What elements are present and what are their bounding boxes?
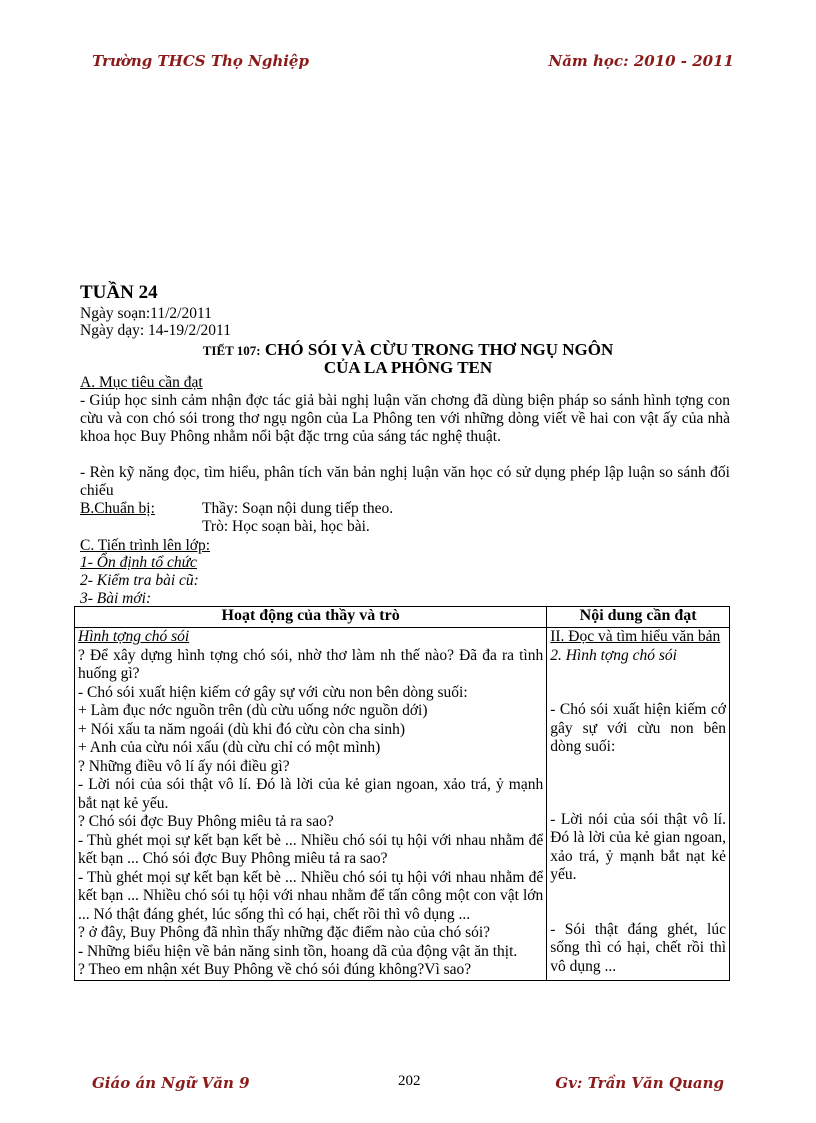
step-3: 3- Bài mới: (80, 590, 152, 607)
step-1: 1- Ổn định tổ chức (80, 554, 197, 571)
activity-line: + Nói xấu ta năm ngoái (dù khi đó cừu còn cha sinh) (78, 720, 406, 738)
col-activities-header: Hoạt động của thầy và trò (75, 607, 547, 628)
section-a-title: A. Mục tiêu cần đạt (80, 374, 203, 391)
teach-date: Ngày dạy: 14-19/2/2011 (80, 322, 231, 339)
lesson-prefix: TIẾT 107: (202, 343, 261, 358)
prep-teacher: Thầy: Soạn nội dung tiếp theo. (202, 500, 394, 517)
content-point-3: - Sói thật đáng ghét, lúc sống thì có hại, chết rồi thì vô dụng ... (550, 920, 726, 975)
activities-cell (75, 628, 547, 981)
section-b (80, 500, 393, 518)
activity-line: + Làm đục nớc nguồn trên (dù cừu uống nớc nguồn dới) (78, 702, 428, 719)
activity-line: ? ở đây, Buy Phông đã nhìn thấy những đặc điểm nào của chó sói? (78, 924, 491, 941)
content-heading-2: II. Đọc và tìm hiểu văn bản (550, 628, 721, 645)
activity-line: ? Những điều vô lí ấy nói điều gì? (78, 757, 290, 775)
activity-line: - Những biểu hiện về bản năng sinh tồn, hoang dã của động vật ăn thịt. (78, 942, 518, 960)
activity-line: + Anh của cừu nói xấu (dù cừu chỉ có một mình) (78, 739, 381, 756)
footer-subject: Giáo án Ngữ Văn 9 (92, 1074, 250, 1092)
section-b-title: B.Chuẩn bị: (80, 500, 155, 517)
activity-line: ? Để xây dựng hình tợng chó sói, nhờ thơ làm nh thế nào? Đã đa ra tình huống gì? (78, 646, 544, 682)
lesson-title-line-2: CỦA LA PHÔNG TEN (323, 358, 493, 377)
lesson-table (74, 606, 730, 981)
col-content-header: Nội dung cần đạt (547, 607, 730, 628)
footer-teacher: Gv: Trần Văn Quang (555, 1074, 724, 1092)
activity-line: - Chó sói xuất hiện kiếm cớ gây sự với cừu non bên dòng suối: (78, 683, 468, 701)
header-school: Trường THCS Thọ Nghiệp (92, 52, 309, 70)
content-point-1: - Chó sói xuất hiện kiếm cớ gây sự với cừu non bên dòng suối: (550, 701, 726, 755)
activity-line: - Thù ghét mọi sự kết bạn kết bè ... Nhiều chó sói tụ hội với nhau nhằm để kết bạn ... Chó sói đợc Buy Phông miêu tả ra sao? (78, 831, 544, 867)
content-subheading: 2. Hình tợng chó sói (550, 646, 677, 664)
header-school-year: Năm học: 2010 - 2011 (548, 52, 734, 70)
activity-line: ? Chó sói đợc Buy Phông miêu tả ra sao? (78, 813, 334, 830)
page-number: 202 (398, 1073, 421, 1089)
step-2: 2- Kiểm tra bài cũ: (80, 572, 199, 589)
lesson-title (80, 341, 736, 376)
activity-line: Hình tợng chó sói (78, 628, 190, 645)
week-title: TUẦN 24 (80, 282, 158, 303)
activity-line: ? Theo em nhận xét Buy Phông về chó sói đúng không?Vì sao? (78, 961, 472, 978)
content-cell (547, 628, 730, 981)
prep-student: Trò: Học soạn bài, học bài. (202, 518, 370, 535)
content-point-2: - Lời nói của sói thật vô lí. Đó là lời của kẻ gian ngoan, xảo trá, ỷ mạnh bắt nạt kẻ yếu. (550, 810, 726, 883)
activity-line: - Lời nói của sói thật vô lí. Đó là lời của kẻ gian ngoan, xảo trá, ỷ mạnh bắt nạt kẻ yếu. (78, 776, 544, 812)
section-a-goal-2: - Rèn kỹ năng đọc, tìm hiểu, phân tích văn bản nghị luận văn học có sử dụng phép lập luận so sánh đối chiếu (80, 464, 730, 499)
prep-date: Ngày soạn:11/2/2011 (80, 305, 212, 322)
section-c-title: C. Tiến trình lên lớp: (80, 537, 211, 554)
lesson-title-line-1: CHÓ SÓI VÀ CỪU TRONG THƠ NGỤ NGÔN (264, 340, 614, 359)
activity-line: - Thù ghét mọi sự kết bạn kết bè ... Nhiều chó sói tụ hội với nhau nhằm để kết bạn ... Nhiều chó sói tụ hội với nhau nhằm để tấn công một con vật lớn ... Nó thật đáng ghét, lúc sống thì có hại, chết rồi thì vô dụng ... (78, 868, 544, 923)
section-a-goal-1: - Giúp học sinh cảm nhận đợc tác giả bài nghị luận văn chơng đã dùng biện pháp so sánh hình tợng con cừu và con chó sói trong thơ ngụ ngôn của La Phông ten với những dòng viết về hai con vật ấy của nhà khoa học Buy Phông nhằm nổi bật đặc trng của sáng tác nghệ thuật. (80, 392, 730, 445)
